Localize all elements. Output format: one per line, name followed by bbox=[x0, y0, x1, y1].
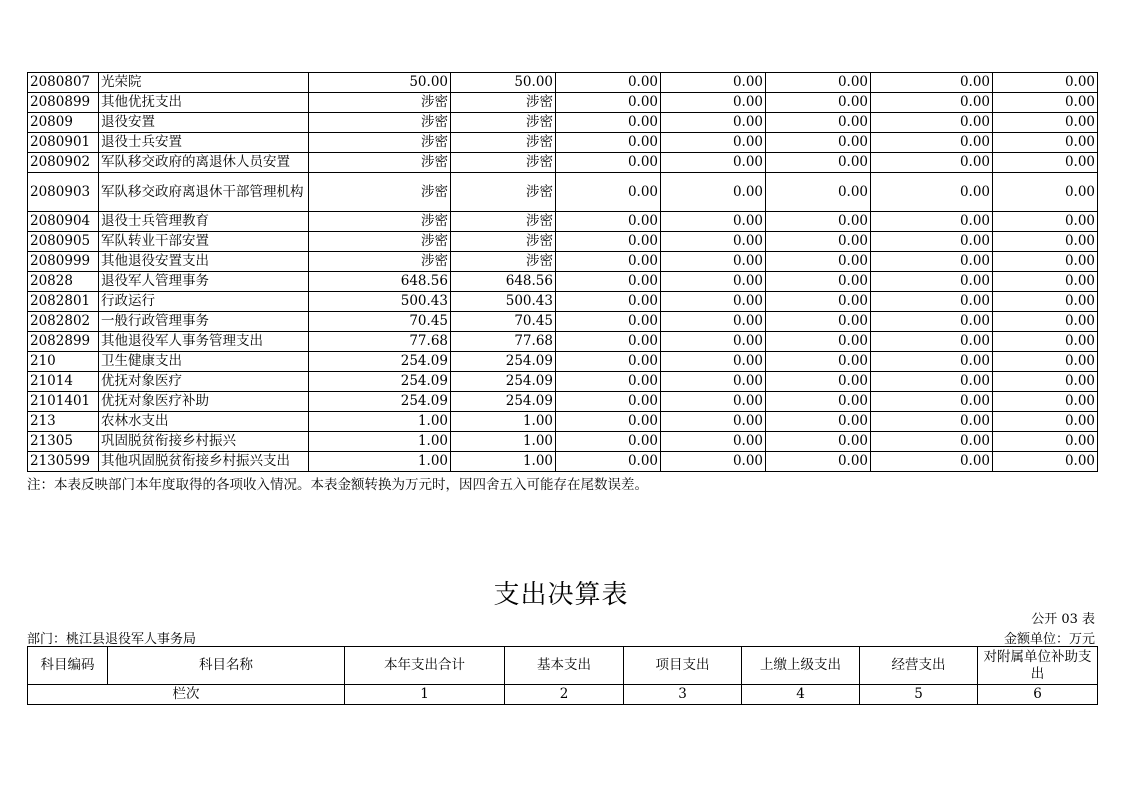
amount-cell: 0.00 bbox=[766, 232, 871, 252]
amount-cell: 0.00 bbox=[766, 133, 871, 153]
amount-cell: 0.00 bbox=[766, 153, 871, 173]
amount-cell: 0.00 bbox=[766, 292, 871, 312]
amount-cell: 0.00 bbox=[871, 352, 993, 372]
amount-cell: 0.00 bbox=[556, 392, 661, 412]
amount-cell: 0.00 bbox=[871, 252, 993, 272]
amount-cell: 0.00 bbox=[993, 113, 1098, 133]
amount-cell: 0.00 bbox=[766, 73, 871, 93]
amount-cell: 0.00 bbox=[766, 332, 871, 352]
table-row bbox=[28, 312, 1098, 332]
amount-cell: 0.00 bbox=[766, 173, 871, 212]
amount-cell: 70.45 bbox=[309, 312, 451, 332]
amount-cell: 0.00 bbox=[556, 212, 661, 232]
subject-name-cell: 军队移交政府的离退休人员安置 bbox=[99, 153, 309, 173]
amount-cell: 50.00 bbox=[451, 73, 556, 93]
amount-cell: 0.00 bbox=[871, 432, 993, 452]
subject-name-cell: 退役安置 bbox=[99, 113, 309, 133]
header-cell: 科目编码 bbox=[28, 647, 108, 685]
subject-code-cell: 2080904 bbox=[28, 212, 99, 232]
amount-cell: 0.00 bbox=[556, 432, 661, 452]
amount-cell: 0.00 bbox=[871, 212, 993, 232]
amount-cell: 0.00 bbox=[661, 113, 766, 133]
table-row bbox=[28, 113, 1098, 133]
amount-cell: 254.09 bbox=[309, 392, 451, 412]
table-row bbox=[28, 432, 1098, 452]
amount-cell: 涉密 bbox=[309, 153, 451, 173]
amount-cell: 0.00 bbox=[871, 452, 993, 472]
subject-name-cell: 卫生健康支出 bbox=[99, 352, 309, 372]
header-cell: 经营支出 bbox=[860, 647, 978, 685]
amount-cell: 50.00 bbox=[309, 73, 451, 93]
amount-cell: 0.00 bbox=[993, 292, 1098, 312]
income-table bbox=[27, 72, 1098, 472]
subject-name-cell: 退役军人管理事务 bbox=[99, 272, 309, 292]
amount-cell: 0.00 bbox=[871, 73, 993, 93]
amount-cell: 0.00 bbox=[766, 452, 871, 472]
amount-cell: 0.00 bbox=[661, 352, 766, 372]
amount-cell: 0.00 bbox=[993, 372, 1098, 392]
amount-cell: 涉密 bbox=[451, 232, 556, 252]
table-code-label: 公开 03 表 bbox=[1031, 612, 1095, 627]
amount-cell: 0.00 bbox=[871, 372, 993, 392]
amount-cell: 254.09 bbox=[309, 352, 451, 372]
header-cell: 基本支出 bbox=[505, 647, 624, 685]
table-row bbox=[28, 352, 1098, 372]
table-row bbox=[28, 232, 1098, 252]
amount-cell: 0.00 bbox=[661, 173, 766, 212]
table-row bbox=[28, 332, 1098, 352]
subject-code-cell: 2080999 bbox=[28, 252, 99, 272]
amount-cell: 0.00 bbox=[871, 93, 993, 113]
index-label-cell: 栏次 bbox=[28, 685, 345, 705]
amount-cell: 0.00 bbox=[993, 352, 1098, 372]
amount-cell: 1.00 bbox=[309, 432, 451, 452]
page-title: 支出决算表 bbox=[493, 580, 629, 610]
amount-cell: 0.00 bbox=[871, 232, 993, 252]
amount-cell: 0.00 bbox=[993, 432, 1098, 452]
amount-cell: 0.00 bbox=[871, 153, 993, 173]
subject-code-cell: 20809 bbox=[28, 113, 99, 133]
subject-name-cell: 退役士兵安置 bbox=[99, 133, 309, 153]
table-row bbox=[28, 292, 1098, 312]
table-row bbox=[28, 372, 1098, 392]
amount-cell: 0.00 bbox=[556, 332, 661, 352]
amount-cell: 0.00 bbox=[993, 173, 1098, 212]
subject-name-cell: 优抚对象医疗补助 bbox=[99, 392, 309, 412]
amount-cell: 0.00 bbox=[766, 212, 871, 232]
subject-name-cell: 其他退役安置支出 bbox=[99, 252, 309, 272]
subject-code-cell: 2101401 bbox=[28, 392, 99, 412]
amount-cell: 涉密 bbox=[309, 133, 451, 153]
subject-name-cell: 一般行政管理事务 bbox=[99, 312, 309, 332]
index-cell: 1 bbox=[345, 685, 505, 705]
amount-cell: 0.00 bbox=[556, 153, 661, 173]
expense-header-row bbox=[28, 647, 1098, 685]
amount-cell: 0.00 bbox=[766, 432, 871, 452]
amount-cell: 0.00 bbox=[661, 93, 766, 113]
amount-cell: 涉密 bbox=[451, 173, 556, 212]
table-note: 注：本表反映部门本年度取得的各项收入情况。本表金额转换为万元时，因四舍五入可能存在尾数误差。 bbox=[27, 477, 648, 493]
subject-name-cell: 行政运行 bbox=[99, 292, 309, 312]
amount-cell: 0.00 bbox=[993, 332, 1098, 352]
amount-cell: 0.00 bbox=[556, 352, 661, 372]
header-cell: 对附属单位补助支出 bbox=[978, 647, 1098, 685]
amount-cell: 0.00 bbox=[993, 73, 1098, 93]
table-row bbox=[28, 73, 1098, 93]
amount-cell: 0.00 bbox=[766, 272, 871, 292]
amount-cell: 0.00 bbox=[871, 312, 993, 332]
amount-cell: 0.00 bbox=[556, 372, 661, 392]
amount-cell: 0.00 bbox=[556, 73, 661, 93]
subject-name-cell: 优抚对象医疗 bbox=[99, 372, 309, 392]
table-row bbox=[28, 392, 1098, 412]
subject-code-cell: 2130599 bbox=[28, 452, 99, 472]
expense-table bbox=[27, 646, 1098, 705]
amount-cell: 0.00 bbox=[993, 133, 1098, 153]
amount-cell: 0.00 bbox=[661, 133, 766, 153]
amount-cell: 0.00 bbox=[871, 173, 993, 212]
index-cell: 6 bbox=[978, 685, 1098, 705]
amount-cell: 648.56 bbox=[309, 272, 451, 292]
amount-cell: 0.00 bbox=[766, 312, 871, 332]
table-row bbox=[28, 252, 1098, 272]
subject-name-cell: 军队移交政府离退休干部管理机构 bbox=[99, 173, 309, 212]
index-cell: 3 bbox=[624, 685, 742, 705]
amount-cell: 254.09 bbox=[451, 372, 556, 392]
subject-code-cell: 2080905 bbox=[28, 232, 99, 252]
table-row bbox=[28, 212, 1098, 232]
table-row bbox=[28, 412, 1098, 432]
subject-name-cell: 光荣院 bbox=[99, 73, 309, 93]
amount-cell: 0.00 bbox=[766, 392, 871, 412]
amount-cell: 0.00 bbox=[661, 412, 766, 432]
amount-cell: 涉密 bbox=[451, 212, 556, 232]
amount-cell: 254.09 bbox=[451, 392, 556, 412]
amount-cell: 0.00 bbox=[556, 173, 661, 212]
amount-cell: 0.00 bbox=[993, 153, 1098, 173]
amount-cell: 0.00 bbox=[556, 133, 661, 153]
amount-cell: 涉密 bbox=[309, 93, 451, 113]
subject-name-cell: 农林水支出 bbox=[99, 412, 309, 432]
subject-name-cell: 军队转业干部安置 bbox=[99, 232, 309, 252]
amount-cell: 254.09 bbox=[451, 352, 556, 372]
expense-index-row bbox=[28, 685, 1098, 705]
amount-cell: 0.00 bbox=[993, 232, 1098, 252]
amount-cell: 0.00 bbox=[993, 452, 1098, 472]
amount-cell: 0.00 bbox=[661, 312, 766, 332]
amount-cell: 0.00 bbox=[556, 452, 661, 472]
amount-cell: 0.00 bbox=[661, 252, 766, 272]
amount-cell: 0.00 bbox=[661, 272, 766, 292]
index-cell: 4 bbox=[742, 685, 860, 705]
subject-code-cell: 2082802 bbox=[28, 312, 99, 332]
table-row bbox=[28, 93, 1098, 113]
amount-cell: 0.00 bbox=[556, 412, 661, 432]
amount-cell: 0.00 bbox=[661, 452, 766, 472]
amount-cell: 0.00 bbox=[766, 113, 871, 133]
amount-cell: 500.43 bbox=[309, 292, 451, 312]
header-cell: 本年支出合计 bbox=[345, 647, 505, 685]
amount-cell: 0.00 bbox=[556, 232, 661, 252]
amount-cell: 0.00 bbox=[871, 332, 993, 352]
amount-cell: 0.00 bbox=[661, 432, 766, 452]
amount-cell: 涉密 bbox=[451, 93, 556, 113]
amount-cell: 涉密 bbox=[451, 252, 556, 272]
amount-cell: 648.56 bbox=[451, 272, 556, 292]
amount-cell: 涉密 bbox=[309, 173, 451, 212]
table-row bbox=[28, 153, 1098, 173]
table-row bbox=[28, 133, 1098, 153]
amount-cell: 0.00 bbox=[661, 292, 766, 312]
amount-cell: 0.00 bbox=[993, 212, 1098, 232]
subject-code-cell: 21305 bbox=[28, 432, 99, 452]
index-cell: 5 bbox=[860, 685, 978, 705]
amount-cell: 0.00 bbox=[556, 252, 661, 272]
amount-cell: 0.00 bbox=[766, 93, 871, 113]
unit-label: 金额单位：万元 bbox=[1003, 632, 1095, 647]
amount-cell: 0.00 bbox=[871, 412, 993, 432]
amount-cell: 0.00 bbox=[661, 232, 766, 252]
subject-code-cell: 213 bbox=[28, 412, 99, 432]
table-row bbox=[28, 173, 1098, 212]
amount-cell: 0.00 bbox=[871, 392, 993, 412]
subject-code-cell: 2080903 bbox=[28, 173, 99, 212]
amount-cell: 0.00 bbox=[871, 272, 993, 292]
amount-cell: 0.00 bbox=[556, 113, 661, 133]
amount-cell: 0.00 bbox=[993, 412, 1098, 432]
amount-cell: 77.68 bbox=[451, 332, 556, 352]
amount-cell: 涉密 bbox=[309, 252, 451, 272]
amount-cell: 0.00 bbox=[556, 312, 661, 332]
amount-cell: 涉密 bbox=[309, 113, 451, 133]
subject-code-cell: 2082899 bbox=[28, 332, 99, 352]
subject-code-cell: 2082801 bbox=[28, 292, 99, 312]
table-row bbox=[28, 452, 1098, 472]
amount-cell: 0.00 bbox=[661, 212, 766, 232]
amount-cell: 0.00 bbox=[871, 133, 993, 153]
header-cell: 上缴上级支出 bbox=[742, 647, 860, 685]
amount-cell: 77.68 bbox=[309, 332, 451, 352]
amount-cell: 0.00 bbox=[766, 412, 871, 432]
amount-cell: 0.00 bbox=[993, 392, 1098, 412]
subject-code-cell: 210 bbox=[28, 352, 99, 372]
amount-cell: 0.00 bbox=[661, 153, 766, 173]
subject-code-cell: 2080807 bbox=[28, 73, 99, 93]
header-cell: 项目支出 bbox=[624, 647, 742, 685]
amount-cell: 涉密 bbox=[309, 232, 451, 252]
amount-cell: 0.00 bbox=[661, 392, 766, 412]
subject-code-cell: 2080902 bbox=[28, 153, 99, 173]
subject-code-cell: 2080899 bbox=[28, 93, 99, 113]
subject-name-cell: 其他优抚支出 bbox=[99, 93, 309, 113]
subject-name-cell: 其他巩固脱贫衔接乡村振兴支出 bbox=[99, 452, 309, 472]
amount-cell: 0.00 bbox=[993, 252, 1098, 272]
subject-name-cell: 巩固脱贫衔接乡村振兴 bbox=[99, 432, 309, 452]
amount-cell: 1.00 bbox=[451, 412, 556, 432]
amount-cell: 500.43 bbox=[451, 292, 556, 312]
amount-cell: 0.00 bbox=[766, 252, 871, 272]
amount-cell: 0.00 bbox=[871, 113, 993, 133]
subject-code-cell: 2080901 bbox=[28, 133, 99, 153]
amount-cell: 0.00 bbox=[661, 372, 766, 392]
amount-cell: 0.00 bbox=[661, 332, 766, 352]
amount-cell: 0.00 bbox=[871, 292, 993, 312]
department-label: 部门：桃江县退役军人事务局 bbox=[27, 632, 197, 647]
amount-cell: 0.00 bbox=[993, 93, 1098, 113]
subject-code-cell: 21014 bbox=[28, 372, 99, 392]
header-cell: 科目名称 bbox=[108, 647, 345, 685]
amount-cell: 0.00 bbox=[661, 73, 766, 93]
amount-cell: 70.45 bbox=[451, 312, 556, 332]
index-cell: 2 bbox=[505, 685, 624, 705]
amount-cell: 0.00 bbox=[766, 352, 871, 372]
amount-cell: 涉密 bbox=[451, 113, 556, 133]
subject-code-cell: 20828 bbox=[28, 272, 99, 292]
amount-cell: 0.00 bbox=[556, 272, 661, 292]
amount-cell: 1.00 bbox=[451, 432, 556, 452]
amount-cell: 0.00 bbox=[993, 312, 1098, 332]
amount-cell: 1.00 bbox=[451, 452, 556, 472]
amount-cell: 0.00 bbox=[993, 272, 1098, 292]
amount-cell: 0.00 bbox=[556, 292, 661, 312]
amount-cell: 1.00 bbox=[309, 412, 451, 432]
amount-cell: 0.00 bbox=[766, 372, 871, 392]
subject-name-cell: 退役士兵管理教育 bbox=[99, 212, 309, 232]
amount-cell: 涉密 bbox=[451, 133, 556, 153]
table-row bbox=[28, 272, 1098, 292]
amount-cell: 涉密 bbox=[451, 153, 556, 173]
amount-cell: 涉密 bbox=[309, 212, 451, 232]
amount-cell: 254.09 bbox=[309, 372, 451, 392]
subject-name-cell: 其他退役军人事务管理支出 bbox=[99, 332, 309, 352]
amount-cell: 0.00 bbox=[556, 93, 661, 113]
amount-cell: 1.00 bbox=[309, 452, 451, 472]
